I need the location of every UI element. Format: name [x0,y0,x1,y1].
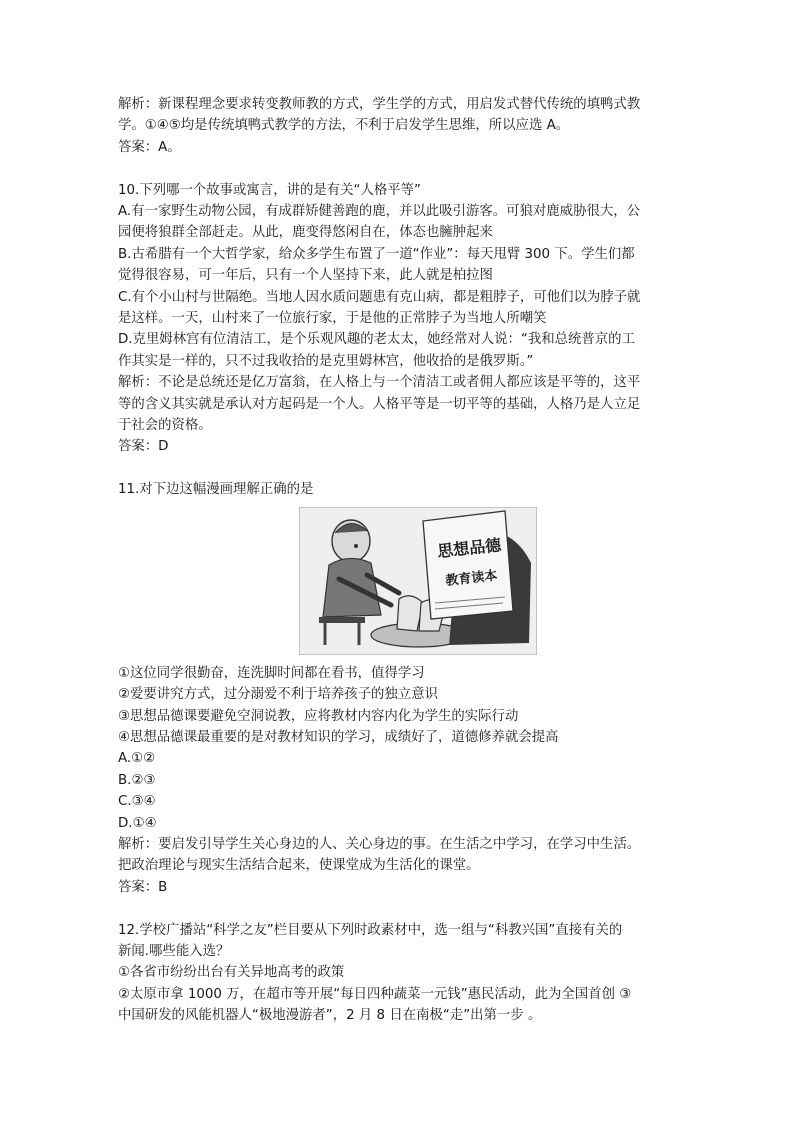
q10-option-d-line-1: D.克里姆林宫有位清洁工，是个乐观风趣的老太太，她经常对人说：“我和总统普京的工 [118,332,635,348]
q11-answer: 答案：B [118,879,168,895]
q12-statement-2: ②太原市拿 1000 万，在超市等开展“每日四种蔬菜一元钱”惠民活动，此为全国首创 ③ [118,986,632,1002]
q10-analysis-line-1: 解析：不论是总统还是亿万富翁，在人格上与一个清洁工或者佣人都应该是平等的，这平 [118,375,641,391]
q10-option-b-line-1: B.古希腊有一个大哲学家，给众多学生布置了一道“作业”：每天甩臂 300 下。学生们都 [118,246,635,262]
q10-option-a-line-2: 园便将狼群全部赶走。从此，鹿变得悠闲自在，体态也臃肿起来 [118,225,493,241]
q9-answer: 答案：A。 [118,139,181,155]
q11-statement-1: ①这位同学很勤奋，连洗脚时间都在看书，值得学习 [118,665,425,681]
q10-answer: 答案：D [118,439,169,455]
q11-statement-4: ④思想品德课最重要的是对教材知识的学习，成绩好了，道德修养就会提高 [118,729,559,745]
q10-analysis-line-3: 于社会的资格。 [118,418,212,434]
q11-statement-2: ②爱要讲究方式，过分溺爱不利于培养孩子的独立意识 [118,687,438,703]
document-body [118,94,678,1027]
q9-analysis-line-2: 学。①④⑤均是传统填鸭式教学的方法，不利于启发学生思维，所以应选 A。 [118,118,570,134]
q11-option-c: C.③④ [118,794,156,810]
q12-stem-line-2: 新闻.哪些能入选？ [118,943,230,959]
q10-option-c-line-1: C.有个小山村与世隔绝。当地人因水质问题患有克山病，都是粗脖子，可他们以为脖子就 [118,289,641,305]
cartoon-book-title: 思想品德 [436,535,503,561]
cartoon-figure [118,507,678,655]
q11-option-d: D.①④ [118,815,157,831]
q11-stem: 11.对下边这幅漫画理解正确的是 [118,482,314,498]
cartoon-book-subtitle: 教育读本 [444,568,499,589]
q10-option-d-line-2: 作其实是一样的，只不过我收拾的是克里姆林宫，他收拾的是俄罗斯。” [118,353,534,369]
q10-option-c-line-2: 是这样。一天，山村来了一位旅行家，于是他的正常脖子为当地人所嘲笑 [118,311,547,327]
q10-option-a-line-1: A.有一家野生动物公园，有成群矫健善跑的鹿，并以此吸引游客。可狼对鹿威胁很大，公 [118,204,641,220]
q11-statement-3: ③思想品德课要避免空洞说教，应将教材内容内化为学生的实际行动 [118,708,519,724]
q9-analysis-line-1: 解析：新课程理念要求转变教师教的方式，学生学的方式，用启发式替代传统的填鸭式教 [118,97,641,112]
q11-analysis-line-1: 解析：要启发引导学生关心身边的人、关心身边的事。在生活之中学习，在学习中生活。 [118,836,641,852]
q11-analysis-line-2: 把政治理论与现实生活结合起来，使课堂成为生活化的课堂。 [118,858,480,874]
q10-stem: 10.下列哪一个故事或寓言，讲的是有关“人格平等” [118,182,421,198]
q10-option-b-line-2: 觉得很容易，可一年后，只有一个人坚持下来，此人就是柏拉图 [118,268,493,284]
q12-stem-line-1: 12.学校广播站“科学之友”栏目要从下列时政素材中，选一组与“科教兴国”直接有关的 [118,922,623,938]
q11-option-a: A.①② [118,751,156,767]
q10-analysis-line-2: 等的含义其实就是承认对方起码是一个人。人格平等是一切平等的基础，人格乃是人立足 [118,396,641,412]
q11-option-b: B.②③ [118,772,156,788]
q12-statement-3: 中国研发的风能机器人“极地漫游者”，2 月 8 日在南极“走”出第一步 。 [118,1008,542,1024]
q12-statement-1: ①各省市纷纷出台有关异地高考的政策 [118,965,345,981]
cartoon-image [299,507,537,655]
